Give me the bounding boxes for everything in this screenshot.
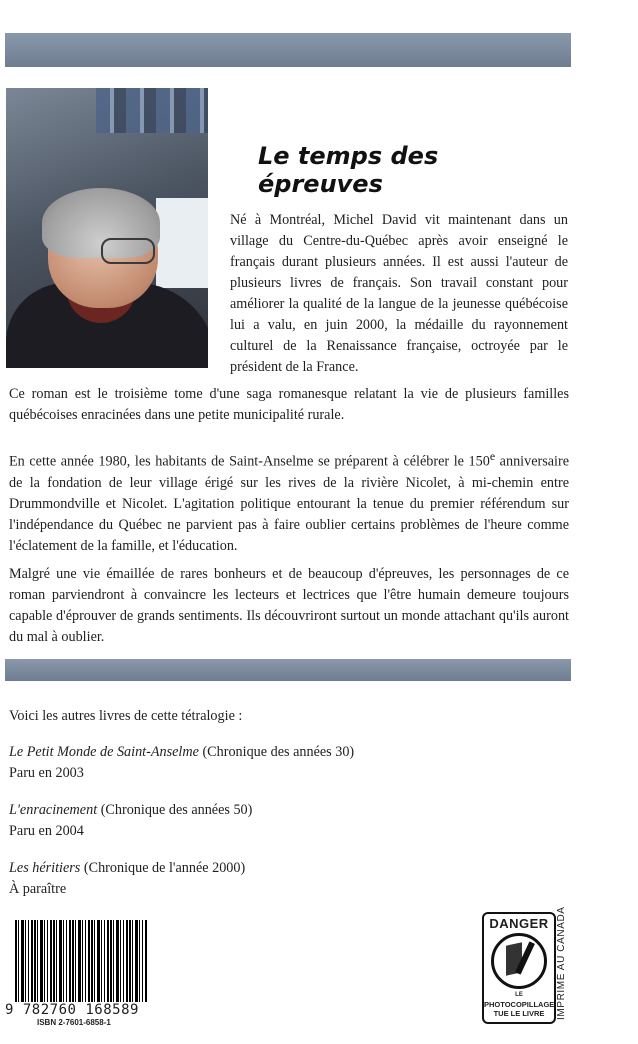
barcode-bars [15,920,147,1002]
synopsis-paragraph-2-start: En cette année 1980, les habitants de Saint-Anselme se préparent à célébrer le 150 [9,453,490,470]
danger-label: DANGER [489,916,549,931]
synopsis-paragraph-3: Malgré une vie émaillée de rares bonheurs et de beaucoup d'épreuves, les personnages de ce roman parviendront à convaincre les lecteurs et lectrices que l'être humain demeure toujours capable d'éprouver de grands sentiments. Ils découvriront surtout un monde attachant qu'ils auront du mal à oublier. [9,566,569,645]
danger-le: LE [515,992,523,998]
author-photo [6,88,208,368]
other-book-item [9,742,469,784]
synopsis-paragraph-1: Ce roman est le troisième tome d'une saga romanesque relatant la vie de plusieurs familles québécoises enracinées dans une petite municipalité rurale. [9,386,569,423]
ordinal-suffix: e [489,449,496,463]
danger-line-1: PHOTOCOPILLAGE [484,1000,555,1009]
other-book-title: Les héritiers [9,860,81,876]
other-books-intro: Voici les autres livres de cette tétralogie : [9,708,243,724]
other-book-status: Paru en 2003 [9,765,84,781]
top-decorative-band [5,33,571,67]
book-title: Le temps des épreuves [258,142,439,198]
other-book-item [9,800,469,842]
danger-footer [484,991,554,1018]
other-books-section [9,706,469,916]
author-bio: Né à Montréal, Michel David vit maintenant dans un village du Centre-du-Québec après avoir enseigné le français durant plusieurs années. Il est aussi l'auteur de plusieurs livres de français. Son travail constant pour améliorer la qualité de la langue de la jeunesse québécoise lui a valu, en juin 2000, la médaille du rayonnement culturel de la Renaissance française, octroyée par le président de la France. [230,212,568,375]
other-book-status: Paru en 2004 [9,823,84,839]
synopsis-paragraph-2-end: anniversaire de la fondation de leur village érigé sur les rives de la rivière Nicolet, à mi-chemin entre Drummondville et Nicolet. L'agitation politique entourant la tenue du premier référendum sur l'indépendance du Québec ne parvient pas à faire oublier certains problèmes de l'heure comme l'éclatement de la famille, et l'éducation. [9,453,569,554]
other-book-subtitle: (Chronique des années 30) [198,744,355,760]
other-book-subtitle: (Chronique de l'année 2000) [80,860,246,876]
author-glasses [101,238,155,264]
middle-decorative-band [5,659,571,681]
bookshelf-background [96,88,208,133]
printed-in-canada: IMPRIMÉ AU CANADA [556,906,567,1020]
other-book-status: À paraître [9,881,67,897]
photocopillage-logo [482,912,556,1024]
other-book-title: L'enracinement [9,802,98,818]
other-book-subtitle: (Chronique des années 50) [97,802,253,818]
other-book-title: Le Petit Monde de Saint-Anselme [9,744,199,760]
background-screen [156,198,208,288]
barcode-digits: 9 782760 168589 [5,1002,139,1018]
danger-line-2: TUE LE LIVRE [493,1009,545,1018]
book-lightning-icon [491,933,547,989]
other-book-item [9,858,469,900]
synopsis-paragraph-2 [9,446,569,557]
barcode [5,920,155,1030]
isbn-number: ISBN 2-7601-6858-1 [37,1018,111,1027]
